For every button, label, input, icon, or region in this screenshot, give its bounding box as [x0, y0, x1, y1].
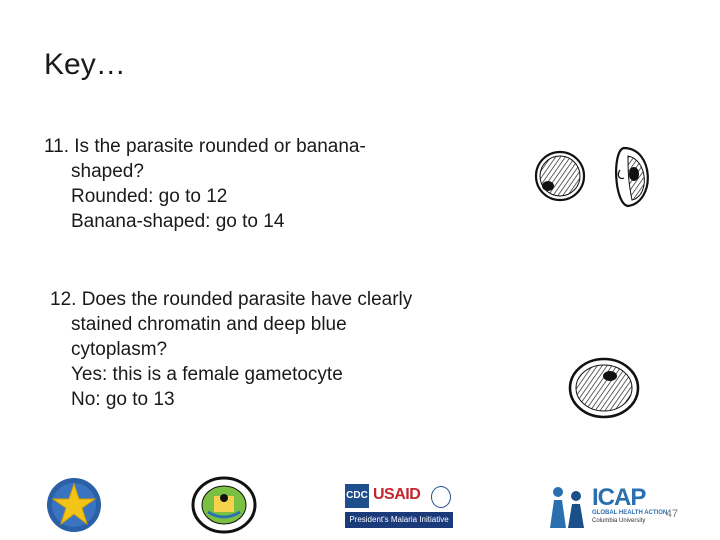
usaid-logo-text: USAID: [373, 486, 421, 503]
icap-tagline: GLOBAL HEALTH ACTION: [592, 510, 668, 516]
q12-line-4: Yes: this is a female gametocyte: [71, 364, 343, 385]
question-11: [44, 134, 366, 234]
q11-line-4: Banana-shaped: go to 14: [71, 211, 285, 232]
question-12: [50, 287, 412, 412]
q11-line-2: shaped?: [71, 161, 144, 182]
pmi-banner: President's Malaria Initiative: [345, 512, 453, 528]
icap-university: Columbia University: [592, 518, 646, 524]
ministry-health-seal-logo: [190, 476, 258, 534]
parasite-shape-figure: [528, 140, 660, 210]
q12-line-5: No: go to 13: [71, 389, 175, 410]
q11-line-1: 11. Is the parasite rounded or banana-: [44, 136, 366, 157]
icap-figures-icon: [546, 484, 590, 530]
q12-line-1: 12. Does the rounded parasite have clearly: [50, 289, 413, 310]
female-gametocyte-figure: [566, 354, 642, 422]
hhs-eagle-icon: [431, 486, 451, 508]
q12-line-2: stained chromatin and deep blue: [71, 314, 347, 335]
page-number: 47: [665, 508, 678, 520]
ethiopia-emblem-logo: [45, 476, 103, 534]
cdc-logo: CDC: [345, 484, 369, 508]
slide-title: Key…: [44, 48, 126, 81]
icap-wordmark: ICAP: [592, 484, 646, 511]
q11-line-3: Rounded: go to 12: [71, 186, 228, 207]
icap-logo: [546, 484, 680, 530]
rounded-parasite-drawing: [536, 152, 584, 200]
cdc-usaid-pmi-logo: [345, 484, 455, 530]
banana-parasite-drawing: [616, 148, 648, 206]
q12-line-3: cytoplasm?: [71, 339, 168, 360]
